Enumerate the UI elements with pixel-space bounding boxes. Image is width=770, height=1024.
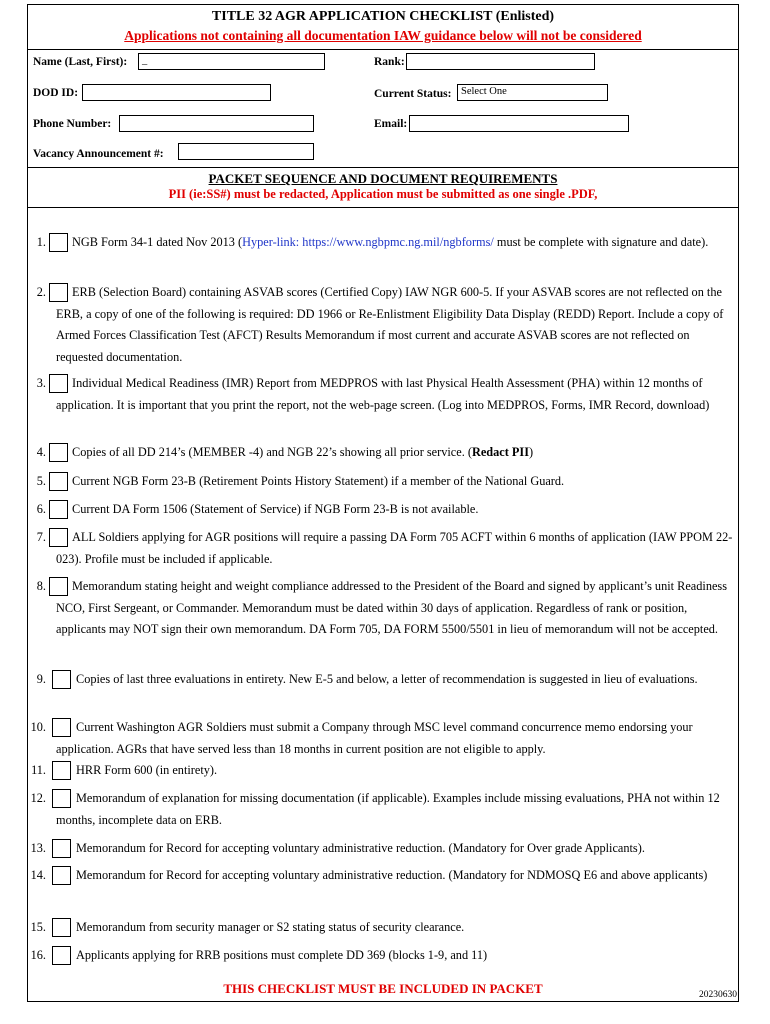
name-field[interactable]: _ bbox=[138, 53, 325, 70]
item-number: 7. bbox=[36, 530, 46, 544]
phone-field[interactable] bbox=[119, 115, 314, 132]
item-number: 2. bbox=[36, 285, 46, 299]
footer-notice: THIS CHECKLIST MUST BE INCLUDED IN PACKET bbox=[223, 981, 543, 996]
item-number: 8. bbox=[36, 579, 46, 593]
item-number: 4. bbox=[36, 445, 46, 459]
item-number: 9. bbox=[36, 672, 46, 686]
item-text: Memorandum for Record for accepting voluntary administrative reduction. (Mandatory for NDMOSQ E6 and above applicants) bbox=[76, 868, 708, 882]
item-text: Memorandum for Record for accepting voluntary administrative reduction. (Mandatory for Over grade Applicants). bbox=[76, 841, 645, 855]
divider bbox=[27, 49, 739, 50]
divider bbox=[27, 207, 739, 208]
vacancy-label: Vacancy Announcement #: bbox=[33, 148, 164, 160]
page-title: TITLE 32 AGR APPLICATION CHECKLIST (Enlisted) bbox=[211, 9, 555, 24]
status-select[interactable]: Select One bbox=[457, 84, 608, 101]
item-text: Memorandum from security manager or S2 stating status of security clearance. bbox=[76, 920, 465, 934]
item-text: ERB (Selection Board) containing ASVAB scores (Certified Copy) IAW NGR 600-5. If your ASVAB scores are not reflected on the ERB, a copy of one of the following is required: DD 1966 or Re-Enlistment Eligibility Data Display (REDD) Report. Include a copy of Armed Forces Classification Test (AFCT) Results Memorandum if most current and accurate ASVAB scores are not reflected on requested documentation. bbox=[56, 285, 724, 364]
item-text: Current DA Form 1506 (Statement of Service) if NGB Form 23-B is not available. bbox=[72, 502, 479, 516]
ngb-forms-link[interactable]: Hyper-link: https://www.ngbpmc.ng.mil/ngbforms/ bbox=[242, 235, 494, 249]
rank-field[interactable] bbox=[406, 53, 595, 70]
item-number: 6. bbox=[36, 502, 46, 516]
item-number: 11. bbox=[31, 763, 46, 777]
phone-label: Phone Number: bbox=[33, 118, 112, 130]
item-number: 16. bbox=[30, 948, 46, 962]
item-text: HRR Form 600 (in entirety). bbox=[76, 763, 218, 777]
item-text: Copies of all DD 214’s (MEMBER -4) and NGB 22’s showing all prior service. (Redact PII) bbox=[72, 445, 534, 459]
email-label: Email: bbox=[374, 118, 408, 130]
item-text: Memorandum of explanation for missing documentation (if applicable). Examples include missing evaluations, PHA not within 12 months, incomplete data on ERB. bbox=[56, 791, 720, 827]
item-number: 10. bbox=[30, 720, 46, 734]
item-text: Copies of last three evaluations in entirety. New E-5 and below, a letter of recommendation is suggested in lieu of evaluations. bbox=[76, 672, 698, 686]
revision-code: 20230630 bbox=[699, 990, 737, 1000]
section-title: PACKET SEQUENCE AND DOCUMENT REQUIREMENTS bbox=[208, 171, 558, 186]
email-field[interactable] bbox=[409, 115, 629, 132]
dodid-label: DOD ID: bbox=[33, 87, 79, 99]
item-text: Current Washington AGR Soldiers must submit a Company through MSC level command concurrence memo endorsing your application. AGRs that have served less than 18 months in current position are not eligible to apply. bbox=[56, 720, 693, 756]
item-number: 15. bbox=[30, 920, 46, 934]
section-subtitle: PII (ie:SS#) must be redacted, Application must be submitted as one single .PDF, bbox=[168, 187, 598, 201]
item-number: 13. bbox=[30, 841, 46, 855]
name-label: Name (Last, First): bbox=[33, 56, 128, 68]
item-text: Applicants applying for RRB positions must complete DD 369 (blocks 1-9, and 11) bbox=[76, 948, 488, 962]
item-number: 14. bbox=[30, 868, 46, 882]
item-text: ALL Soldiers applying for AGR positions will require a passing DA Form 705 ACFT within 6 months of application (IAW PPOM 22-023). Profile must be included if applicable. bbox=[56, 530, 733, 566]
dodid-field[interactable] bbox=[82, 84, 271, 101]
item-text: Current NGB Form 23-B (Retirement Points History Statement) if a member of the National Guard. bbox=[72, 474, 565, 488]
item-number: 5. bbox=[36, 474, 46, 488]
item-number: 3. bbox=[36, 376, 46, 390]
vacancy-field[interactable] bbox=[178, 143, 314, 160]
item-text: Individual Medical Readiness (IMR) Report from MEDPROS with last Physical Health Assessment (PHA) within 12 months of application. It is important that you print the report, not the web-page screen. (Log into MEDPROS, Forms, IMR Record, download) bbox=[56, 376, 710, 412]
divider bbox=[27, 167, 739, 168]
item-text: Memorandum stating height and weight compliance addressed to the President of the Board and signed by applicant’s unit Readiness NCO, First Sergeant, or Commander. Memorandum must be dated within 30 days of application. Regardless of rank or position, applicants may NOT sign their own memorandum. DA Form 705, DA FORM 5500/5501 in lieu of memorandum will not be accepted. bbox=[56, 579, 728, 636]
item-text: NGB Form 34-1 dated Nov 2013 (Hyper-link: https://www.ngbpmc.ng.mil/ngbforms/ must be complete with signature and date). bbox=[72, 235, 709, 249]
item-number: 1. bbox=[36, 235, 46, 249]
item-number: 12. bbox=[30, 791, 46, 805]
status-label: Current Status: bbox=[374, 88, 452, 100]
rank-label: Rank: bbox=[374, 56, 405, 68]
page-subtitle: Applications not containing all documentation IAW guidance below will not be considered bbox=[124, 28, 642, 43]
